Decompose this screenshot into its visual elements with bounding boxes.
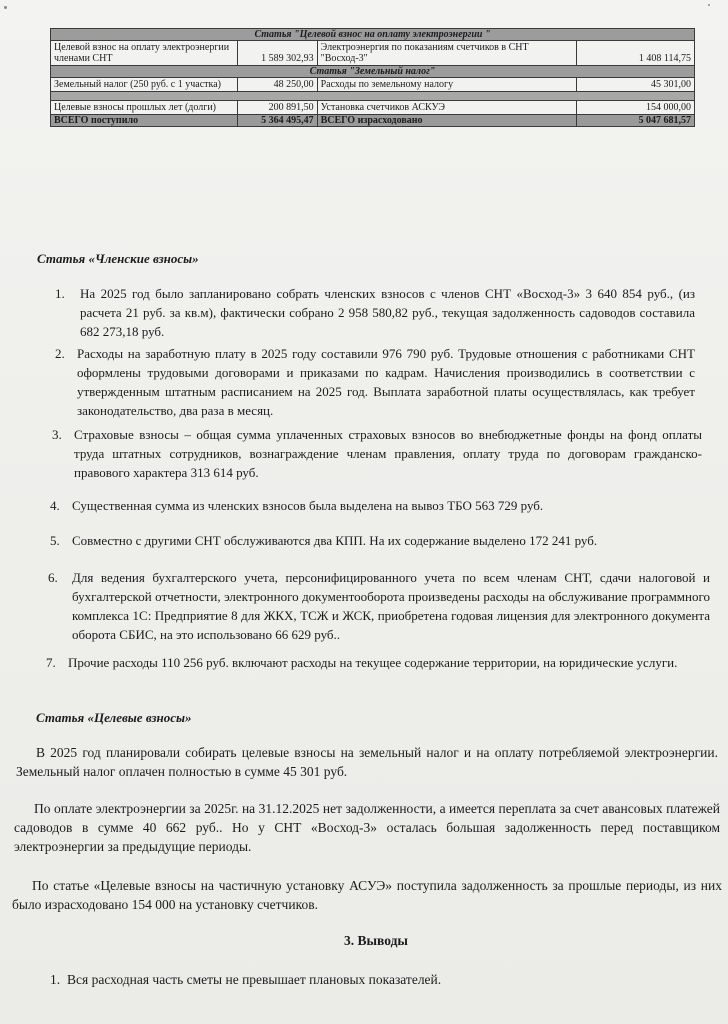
paragraph: По статье «Целевые взносы на частичную установку АСУЭ» поступила задолженность за прошлые периоды, из них было израсходовано 154 000 на установку счетчиков. bbox=[12, 878, 722, 912]
paragraph: По оплате электроэнергии за 2025г. на 31.12.2025 нет задолженности, а имеется переплата за счет авансовых платежей садоводов в сумме 40 662 руб.. Но у СНТ «Восход-3» осталась большая задолженность перед поставщиком электроэнергии за предыдущие периоды. bbox=[14, 801, 720, 854]
total-expense-label: ВСЕГО израсходовано bbox=[317, 115, 577, 127]
table-total-row bbox=[51, 115, 695, 127]
row-expense: 1 408 114,75 bbox=[577, 41, 695, 66]
item-text: Совместно с другими СНТ обслуживаются два КПП. На их содержание выделено 172 241 руб. bbox=[72, 533, 598, 548]
finance-table bbox=[50, 28, 695, 127]
item-number: 5. bbox=[50, 533, 60, 548]
list-item bbox=[50, 496, 700, 515]
conclusions-heading: 3. Выводы bbox=[344, 933, 408, 948]
list-item bbox=[46, 653, 716, 672]
total-expense: 5 047 681,57 bbox=[577, 115, 695, 127]
item-text: Расходы на заработную плату в 2025 году составили 976 790 руб. Трудовые отношения с работниками СНТ оформлены трудовыми договорами и приказами по кадрам. Начисления производились в соответствии с утвержденным штатным расписанием на 2025 год. Выплата заработной платы осуществлялась, как требует законодательство, два раза в месяц. bbox=[77, 346, 695, 418]
row-income: 48 250,00 bbox=[237, 78, 317, 92]
table-section-electricity: Статья "Целевой взнос на оплату электроэнергии " bbox=[51, 29, 695, 41]
row-expense: 45 301,00 bbox=[577, 78, 695, 92]
list-item bbox=[48, 568, 710, 644]
row-label: Земельный налог (250 руб. с 1 участка) bbox=[51, 78, 238, 92]
item-number: 7. bbox=[46, 655, 56, 670]
table-section-land-tax: Статья "Земельный налог" bbox=[51, 66, 695, 78]
table-row bbox=[51, 41, 695, 66]
item-number: 4. bbox=[50, 498, 60, 513]
item-text: Прочие расходы 110 256 руб. включают расходы на текущее содержание территории, на юридические услуги. bbox=[68, 655, 678, 670]
item-number: 3. bbox=[52, 427, 62, 442]
list-item bbox=[50, 970, 690, 989]
item-number: 6. bbox=[48, 570, 58, 585]
table-row bbox=[51, 78, 695, 92]
item-text: Существенная сумма из членских взносов была выделена на вывоз ТБО 563 729 руб. bbox=[72, 498, 544, 513]
item-text: Вся расходная часть сметы не превышает плановых показателей. bbox=[67, 972, 442, 987]
total-income: 5 364 495,47 bbox=[237, 115, 317, 127]
row-expense-label: Установка счетчиков АСКУЭ bbox=[317, 101, 577, 115]
total-label: ВСЕГО поступило bbox=[51, 115, 238, 127]
section-heading-target-fees: Статья «Целевые взносы» bbox=[36, 710, 192, 725]
section-heading-member-fees: Статья «Членские взносы» bbox=[37, 251, 199, 266]
paper-speck bbox=[4, 6, 7, 9]
paper-speck bbox=[708, 4, 710, 6]
list-item bbox=[50, 531, 700, 550]
item-number: 2. bbox=[55, 346, 65, 361]
row-income: 200 891,50 bbox=[237, 101, 317, 115]
list-item bbox=[55, 284, 695, 341]
row-expense-label: Электроэнергия по показаниям счетчиков в СНТ "Восход-3" bbox=[317, 41, 577, 66]
row-label: Целевой взнос на оплату электроэнергии членами СНТ bbox=[51, 41, 238, 66]
item-number: 1. bbox=[55, 286, 65, 301]
item-text: Страховые взносы – общая сумма уплаченных страховых взносов во внебюджетные фонды на фонд оплаты труда штатных сотрудников, вознаграждение членам правления, оплату труда по договорам гражданско-правового характера 313 614 руб. bbox=[74, 427, 702, 480]
row-expense: 154 000,00 bbox=[577, 101, 695, 115]
list-item bbox=[55, 344, 695, 420]
paragraph: В 2025 год планировали собирать целевые взносы на земельный налог и на оплату потребляемой электроэнергии. Земельный налог оплачен полностью в сумме 45 301 руб. bbox=[16, 745, 718, 779]
row-expense-label: Расходы по земельному налогу bbox=[317, 78, 577, 92]
row-label: Целевые взносы прошлых лет (долги) bbox=[51, 101, 238, 115]
item-text: Для ведения бухгалтерского учета, персонифицированного учета по всем членам СНТ, сдачи налоговой и бухгалтерской отчетности, электронного документооборота произведены расходы на обслуживание программного комплекса 1С: Предприятие 8 для ЖКХ, ТСЖ и ЖСК, приобретена годовая лицензия для электронного документа оборота СБИС, на это использовано 66 629 руб.. bbox=[72, 570, 710, 642]
row-income: 1 589 302,93 bbox=[237, 41, 317, 66]
list-item bbox=[52, 425, 702, 482]
table-row bbox=[51, 101, 695, 115]
item-text: На 2025 год было запланировано собрать членских взносов с членов СНТ «Восход-3» 3 640 854 руб., (из расчета 21 руб. за кв.м), фактически собрано 2 958 580,82 руб., текущая задолженность садоводов составила 682 273,18 руб. bbox=[80, 286, 695, 339]
item-number: 1. bbox=[50, 972, 61, 987]
